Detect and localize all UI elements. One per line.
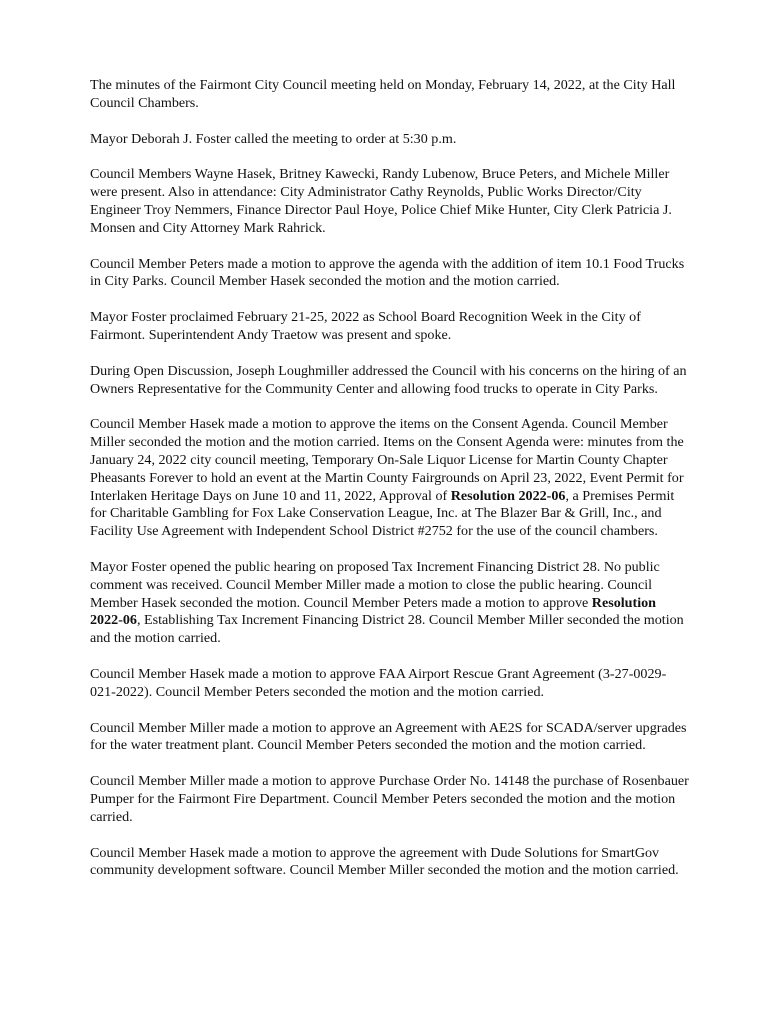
paragraph-text: Council Member Hasek made a motion to approve FAA Airport Rescue Grant Agreement (3-27-0029-021-2022). Council Member Peters seconded the motion and the motion carried. [90,665,667,700]
paragraph-intro [90,77,690,113]
paragraph-text: During Open Discussion, Joseph Loughmiller addressed the Council with his concerns on the hiring of an Owners Representative for the Community Center and allowing food trucks to operate in City Parks. [90,362,687,397]
paragraph-proclamation [90,309,690,345]
paragraph-text: Council Member Hasek made a motion to approve the agreement with Dude Solutions for SmartGov community development software. Council Member Miller seconded the motion and the motion carried. [90,844,679,879]
paragraph-public-hearing [90,559,690,648]
paragraph-agenda [90,256,690,292]
minutes-body [90,77,690,898]
paragraph-text: Council Member Miller made a motion to approve an Agreement with AE2S for SCADA/server upgrades for the water treatment plant. Council Member Peters seconded the motion and the motion carried. [90,719,687,754]
paragraph-faa-grant [90,666,690,702]
paragraph-text: , a Premises Permit for Charitable Gambling for Fox Lake Conservation League, Inc. at The Blazer Bar & Grill, Inc., and Facility Use Agreement with Independent School District #2752 for the use of the council chambers. [90,487,675,540]
paragraph-text: Mayor Foster opened the public hearing on proposed Tax Increment Financing District 28. No public comment was received. Council Member Miller made a motion to close the public hearing. Council Member Hasek seconded the motion. Council Member Peters made a motion to approve [90,558,660,611]
bold-text: Resolution 2022-06 [450,487,566,504]
paragraph-consent-agenda [90,416,690,541]
paragraph-text: Council Members Wayne Hasek, Britney Kawecki, Randy Lubenow, Bruce Peters, and Michele Miller were present. Also in attendance: City Administrator Cathy Reynolds, Public Works Director/City Engineer Troy Nemmers, Finance Director Paul Hoye, Police Chief Mike Hunter, City Clerk Patricia J. Monsen and City Attorney Mark Rahrick. [90,166,672,236]
paragraph-text: Mayor Deborah J. Foster called the meeting to order at 5:30 p.m. [90,130,457,147]
paragraph-text: The minutes of the Fairmont City Council meeting held on Monday, February 14, 2022, at the City Hall Council Chambers. [90,77,676,111]
paragraph-text: , Establishing Tax Increment Financing District 28. Council Member Miller seconded the motion and the motion carried. [90,612,684,647]
paragraph-attendance [90,166,690,237]
paragraph-text: Council Member Peters made a motion to approve the agenda with the addition of item 10.1 Food Trucks in City Parks. Council Member Hasek seconded the motion and the motion carried. [90,255,685,290]
paragraph-text: Council Member Hasek made a motion to approve the items on the Consent Agenda. Council Member Miller seconded the motion and the motion carried. Items on the Consent Agenda were: minutes from the January 24, 2022 city council meeting, Temporary On-Sale Liquor License for Martin County Chapter Pheasants Forever to hold an event at the Martin County Fairgrounds on April 23, 2022, Event Permit for Interlaken Heritage Days on June 10 and 11, 2022, Approval of [90,416,684,504]
paragraph-ae2s-agreement [90,720,690,756]
paragraph-open-discussion [90,363,690,399]
bold-text: Resolution 2022-06 [90,594,656,629]
paragraph-text: Council Member Miller made a motion to approve Purchase Order No. 14148 the purchase of Rosenbauer Pumper for the Fairmont Fire Department. Council Member Peters seconded the motion and the motion carried. [90,773,689,825]
paragraph-text: Mayor Foster proclaimed February 21-25, 2022 as School Board Recognition Week in the City of Fairmont. Superintendent Andy Traetow was present and spoke. [90,309,641,343]
paragraph-call-to-order [90,131,690,149]
paragraph-dude-solutions [90,845,690,881]
paragraph-purchase-order [90,773,690,826]
